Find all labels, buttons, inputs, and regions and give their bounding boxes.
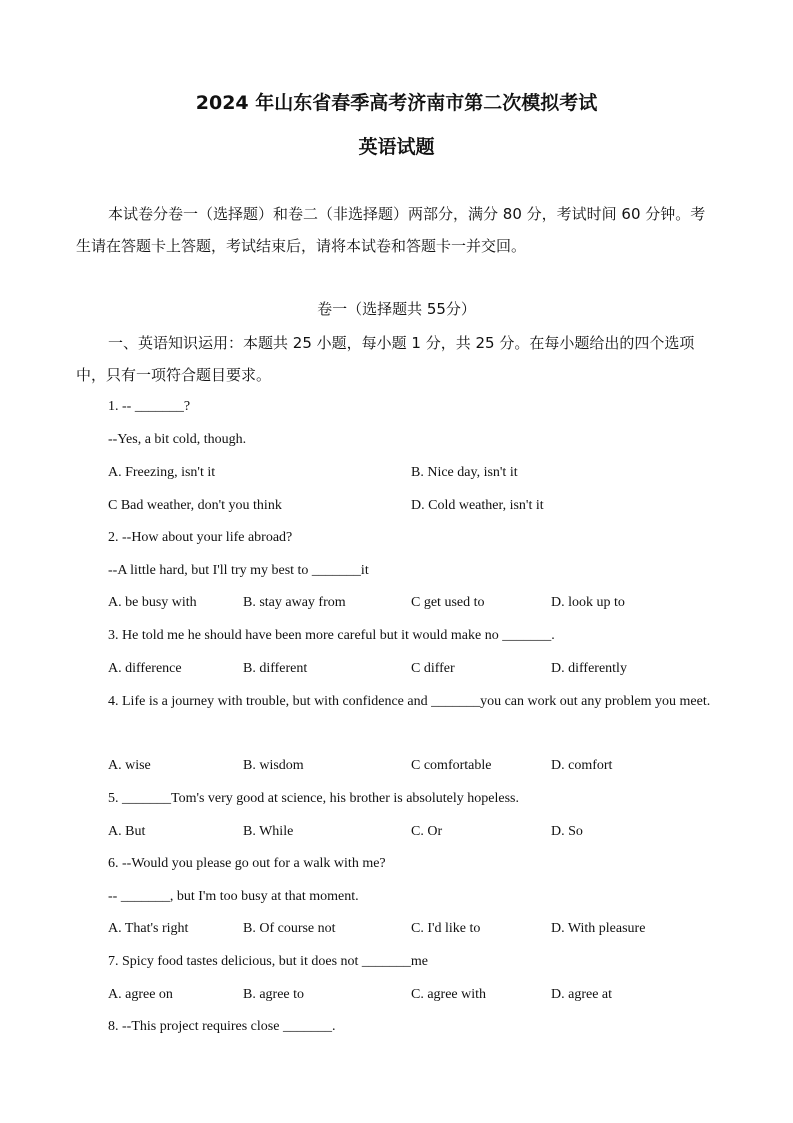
question-4-option-c: C comfortable — [411, 758, 492, 773]
question-3-option-a: A. difference — [108, 661, 182, 676]
question-7-option-a: A. agree on — [108, 987, 173, 1002]
question-2-stem: 2. --How about your life abroad? — [108, 530, 293, 545]
section-title: 卷一（选择题共 55分） — [317, 300, 476, 318]
exam-intro: 本试卷分卷一（选择题）和卷二（非选择题）两部分，满分 80 分，考试时间 60 分钟。考生请在答题卡上答题，考试结束后，请将本试卷和答题卡一并交回。 — [76, 205, 706, 255]
question-1-stem: 1. -- _______? — [108, 399, 191, 414]
question-5-stem: 5. _______Tom's very good at science, his brother is absolutely hopeless. — [108, 791, 519, 806]
question-3-option-d: D. differently — [551, 661, 627, 676]
part1-instructions: 一、英语知识运用：本题共 25 小题，每小题 1 分，共 25 分。在每小题给出的四个选项中，只有一项符合题目要求。 — [76, 334, 695, 384]
question-6-option-d: D. With pleasure — [551, 921, 646, 936]
question-6-option-b: B. Of course not — [243, 921, 336, 936]
question-5-option-c: C. Or — [411, 824, 443, 839]
question-1-reply: --Yes, a bit cold, though. — [108, 432, 247, 447]
question-6-stem: 6. --Would you please go out for a walk with me? — [108, 856, 386, 871]
question-4-option-a: A. wise — [108, 758, 151, 773]
question-3-stem: 3. He told me he should have been more careful but it would make no _______. — [108, 628, 555, 643]
question-3-option-b: B. different — [243, 661, 308, 676]
question-7-option-d: D. agree at — [551, 987, 613, 1002]
question-5-option-a: A. But — [108, 824, 146, 839]
question-1-option-d: D. Cold weather, isn't it — [411, 498, 544, 513]
exam-subtitle: 英语试题 — [358, 136, 435, 158]
question-2-reply: --A little hard, but I'll try my best to _______it — [108, 563, 369, 578]
question-7-stem: 7. Spicy food tastes delicious, but it does not _______me — [108, 954, 429, 969]
question-1-option-a: A. Freezing, isn't it — [108, 465, 216, 480]
question-8-stem: 8. --This project requires close _______. — [108, 1019, 336, 1034]
question-4-stem: 4. Life is a journey with trouble, but with confidence and _______you can work out any problem you meet. — [108, 694, 711, 709]
question-1-option-b: B. Nice day, isn't it — [411, 465, 518, 480]
question-5-option-d: D. So — [551, 824, 583, 839]
question-2-option-d: D. look up to — [551, 595, 625, 610]
question-6-option-a: A. That's right — [108, 921, 189, 936]
question-3-option-c: C differ — [411, 661, 455, 676]
question-7-option-b: B. agree to — [243, 987, 305, 1002]
question-4-option-d: D. comfort — [551, 758, 613, 773]
question-6-option-c: C. I'd like to — [411, 921, 481, 936]
exam-title: 2024 年山东省春季高考济南市第二次模拟考试 — [195, 92, 598, 114]
question-1-option-c: C Bad weather, don't you think — [108, 498, 282, 513]
question-7-option-c: C. agree with — [411, 987, 487, 1002]
question-2-option-a: A. be busy with — [108, 595, 197, 610]
question-6-reply: -- _______, but I'm too busy at that moment. — [108, 889, 359, 904]
question-2-option-c: C get used to — [411, 595, 485, 610]
question-4-option-b: B. wisdom — [243, 758, 304, 773]
question-2-option-b: B. stay away from — [243, 595, 346, 610]
question-5-option-b: B. While — [243, 824, 294, 839]
